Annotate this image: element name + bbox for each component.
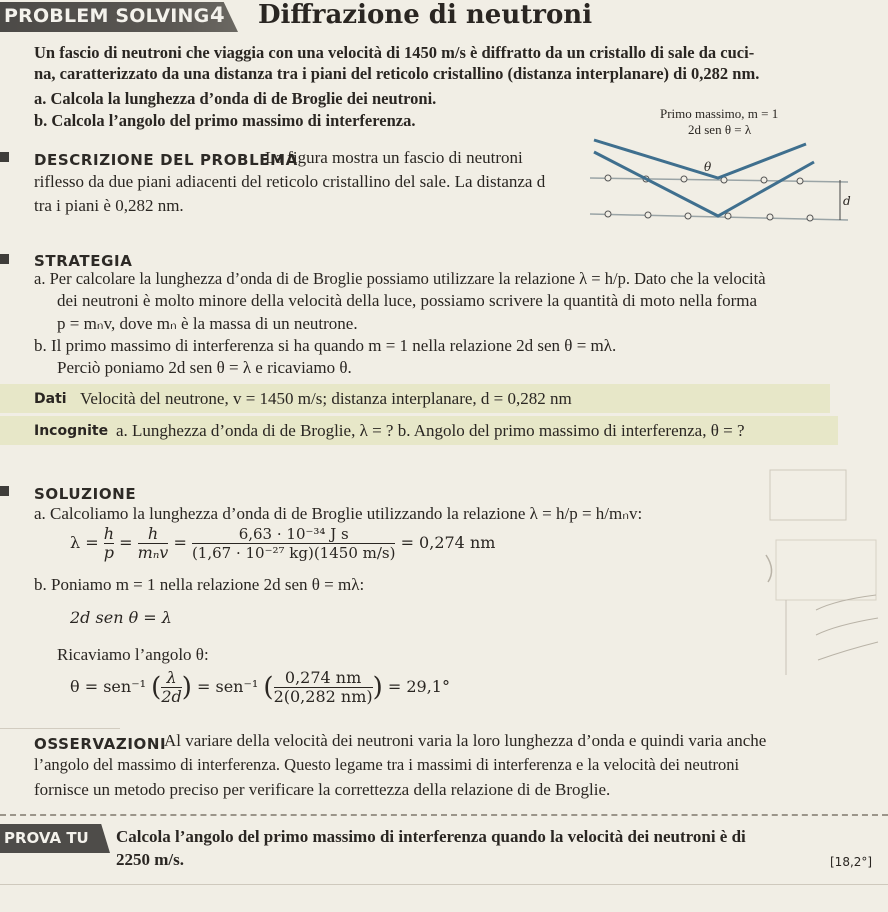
strategia-a-line-1: a. Per calcolare la lunghezza d’onda di de Broglie possiamo utilizzare la relazione λ = h/p. Dato che la velocità bbox=[34, 269, 766, 288]
section-marker bbox=[0, 152, 9, 162]
eq3-f2-den: 2(0,282 nm) bbox=[273, 687, 373, 706]
strategia-b-line-1: b. Il primo massimo di interferenza si ha quando m = 1 nella relazione 2d sen θ = mλ. bbox=[34, 336, 617, 355]
dati-text: Velocità del neutrone, v = 1450 m/s; distanza interplanare, d = 0,282 nm bbox=[80, 389, 572, 408]
soluzione-title: SOLUZIONE bbox=[34, 485, 137, 503]
problem-solving-label: PROBLEM SOLVING bbox=[4, 5, 210, 27]
intro-item-a: a. Calcola la lunghezza d’onda di de Broglie dei neutroni. bbox=[34, 89, 437, 108]
eq1-numerator: 6,63 · 10⁻³⁴ J s bbox=[238, 525, 349, 543]
eq1-h: h bbox=[103, 524, 115, 543]
page-title: Diffrazione di neutroni bbox=[258, 0, 593, 30]
atom-dot bbox=[761, 177, 767, 183]
dashed-divider bbox=[0, 814, 888, 816]
intro-line-1: Un fascio di neutroni che viaggia con una velocità di 1450 m/s è diffratto da un cristallo di sale da cuci- bbox=[34, 43, 755, 62]
dati-label: Dati bbox=[34, 391, 67, 407]
atom-dot bbox=[797, 178, 803, 184]
figure-label-bragg: 2d sen θ = λ bbox=[688, 122, 752, 137]
eq3-mid: = sen⁻¹ bbox=[196, 677, 259, 696]
descrizione-line-3: tra i piani è 0,282 nm. bbox=[34, 196, 184, 215]
osservazioni-title: OSSERVAZIONI bbox=[34, 735, 167, 753]
eq3-f1-den: 2d bbox=[161, 687, 182, 706]
atom-dot bbox=[605, 175, 611, 181]
scribble-box bbox=[770, 470, 846, 520]
prova-line-1: Calcola l’angolo del primo massimo di interferenza quando la velocità dei neutroni è di bbox=[116, 827, 746, 846]
section-marker bbox=[0, 486, 9, 496]
eq1-denominator: (1,67 · 10⁻²⁷ kg)(1450 m/s) bbox=[191, 544, 396, 562]
scribble-curve bbox=[816, 595, 876, 610]
intro-item-b: b. Calcola l’angolo del primo massimo di interferenza. bbox=[34, 111, 416, 130]
margin-scribbles bbox=[706, 460, 882, 690]
prova-line-2: 2250 m/s. bbox=[116, 850, 184, 869]
eq3-f2-num: 0,274 nm bbox=[284, 668, 362, 687]
eq1-h2: h bbox=[147, 524, 159, 543]
strategia-a-line-3: p = mₙv, dove mₙ è la massa di un neutrone. bbox=[57, 314, 358, 333]
soluzione-b-intro: b. Poniamo m = 1 nella relazione 2d sen θ = mλ: bbox=[34, 575, 365, 594]
figure-theta: θ bbox=[704, 160, 712, 174]
equation-angle: θ = sen⁻¹ ( $\frac{\lambda}{2d}$ ) = sen⁻¹ ( $\frac{0,274 nm}{2(0,282 nm)}$ ) = 29,1° bbox=[70, 668, 450, 706]
section-marker bbox=[0, 254, 9, 264]
scribble-curve bbox=[818, 642, 878, 660]
descrizione-line-1: La figura mostra un fascio di neutroni bbox=[265, 148, 523, 167]
atom-dot bbox=[645, 212, 651, 218]
crystal-planes-svg bbox=[578, 100, 856, 240]
eq3-f1-num: λ bbox=[166, 668, 177, 687]
strategia-b-line-2: Perciò poniamo 2d sen θ = λ e ricaviamo θ. bbox=[57, 358, 352, 377]
soluzione-a-intro: a. Calcoliamo la lunghezza d’onda di de Broglie utilizzando la relazione λ = h/p = h/mₙv: bbox=[34, 504, 643, 523]
eq1-lhs: λ = bbox=[70, 533, 99, 552]
prova-tu-label: PROVA TU bbox=[4, 829, 89, 847]
osservazioni-line-2: l’angolo del massimo di interferenza. Questo legame tra i massimi di interferenza e la velocità dei neutroni bbox=[34, 755, 740, 774]
atom-dot bbox=[685, 213, 691, 219]
atom-dot bbox=[605, 211, 611, 217]
atom-dot bbox=[725, 213, 731, 219]
osservazioni-line-1: Al variare della velocità dei neutroni varia la loro lunghezza d’onda e quindi varia anche bbox=[164, 731, 767, 750]
incognite-label: Incognite bbox=[34, 423, 109, 439]
eq1-equals: = bbox=[119, 533, 133, 552]
eq1-result: = 0,274 nm bbox=[400, 533, 496, 552]
prova-answer: [18,2°] bbox=[830, 855, 873, 869]
eq3-result: = 29,1° bbox=[387, 677, 450, 696]
descrizione-title: DESCRIZIONE DEL PROBLEMA bbox=[34, 151, 298, 169]
figure-d: d bbox=[843, 194, 851, 208]
intro-line-2: na, caratterizzato da una distanza tra i piani del reticolo cristallino (distanza interplanare) di 0,282 nm. bbox=[34, 64, 760, 83]
eq1-p: p bbox=[103, 543, 115, 562]
atom-dot bbox=[681, 176, 687, 182]
divider bbox=[0, 728, 120, 729]
ricaviamo-text: Ricaviamo l’angolo θ: bbox=[57, 645, 209, 664]
eq3-lhs: θ = sen⁻¹ bbox=[70, 677, 147, 696]
descrizione-line-2: riflesso da due piani adiacenti del reticolo cristallino del sale. La distanza d bbox=[34, 172, 546, 191]
strategia-title: STRATEGIA bbox=[34, 252, 133, 270]
figure-label-maximum: Primo massimo, m = 1 bbox=[660, 106, 779, 121]
bottom-rule bbox=[0, 884, 888, 885]
atom-dot bbox=[767, 214, 773, 220]
equation-bragg: 2d sen θ = λ bbox=[70, 608, 172, 627]
eq1-equals-2: = bbox=[173, 533, 187, 552]
osservazioni-line-3: fornisce un metodo preciso per verificare la correttezza della relazione di de Broglie. bbox=[34, 780, 611, 799]
incognite-text: a. Lunghezza d’onda di de Broglie, λ = ? b. Angolo del primo massimo di interferenza, θ = ? bbox=[116, 421, 745, 440]
eq1-mv: mₙv bbox=[137, 543, 169, 562]
scribble-curve bbox=[816, 618, 878, 635]
problem-number: 4 bbox=[210, 3, 225, 27]
scribble-box bbox=[776, 540, 876, 600]
scribble-curve bbox=[766, 555, 772, 582]
atom-dot bbox=[807, 215, 813, 221]
strategia-a-line-2: dei neutroni è molto minore della velocità della luce, possiamo scrivere la quantità di moto nella forma bbox=[57, 291, 758, 310]
equation-de-broglie bbox=[70, 525, 495, 562]
diffraction-figure bbox=[578, 100, 856, 240]
beam-upper bbox=[594, 140, 806, 178]
